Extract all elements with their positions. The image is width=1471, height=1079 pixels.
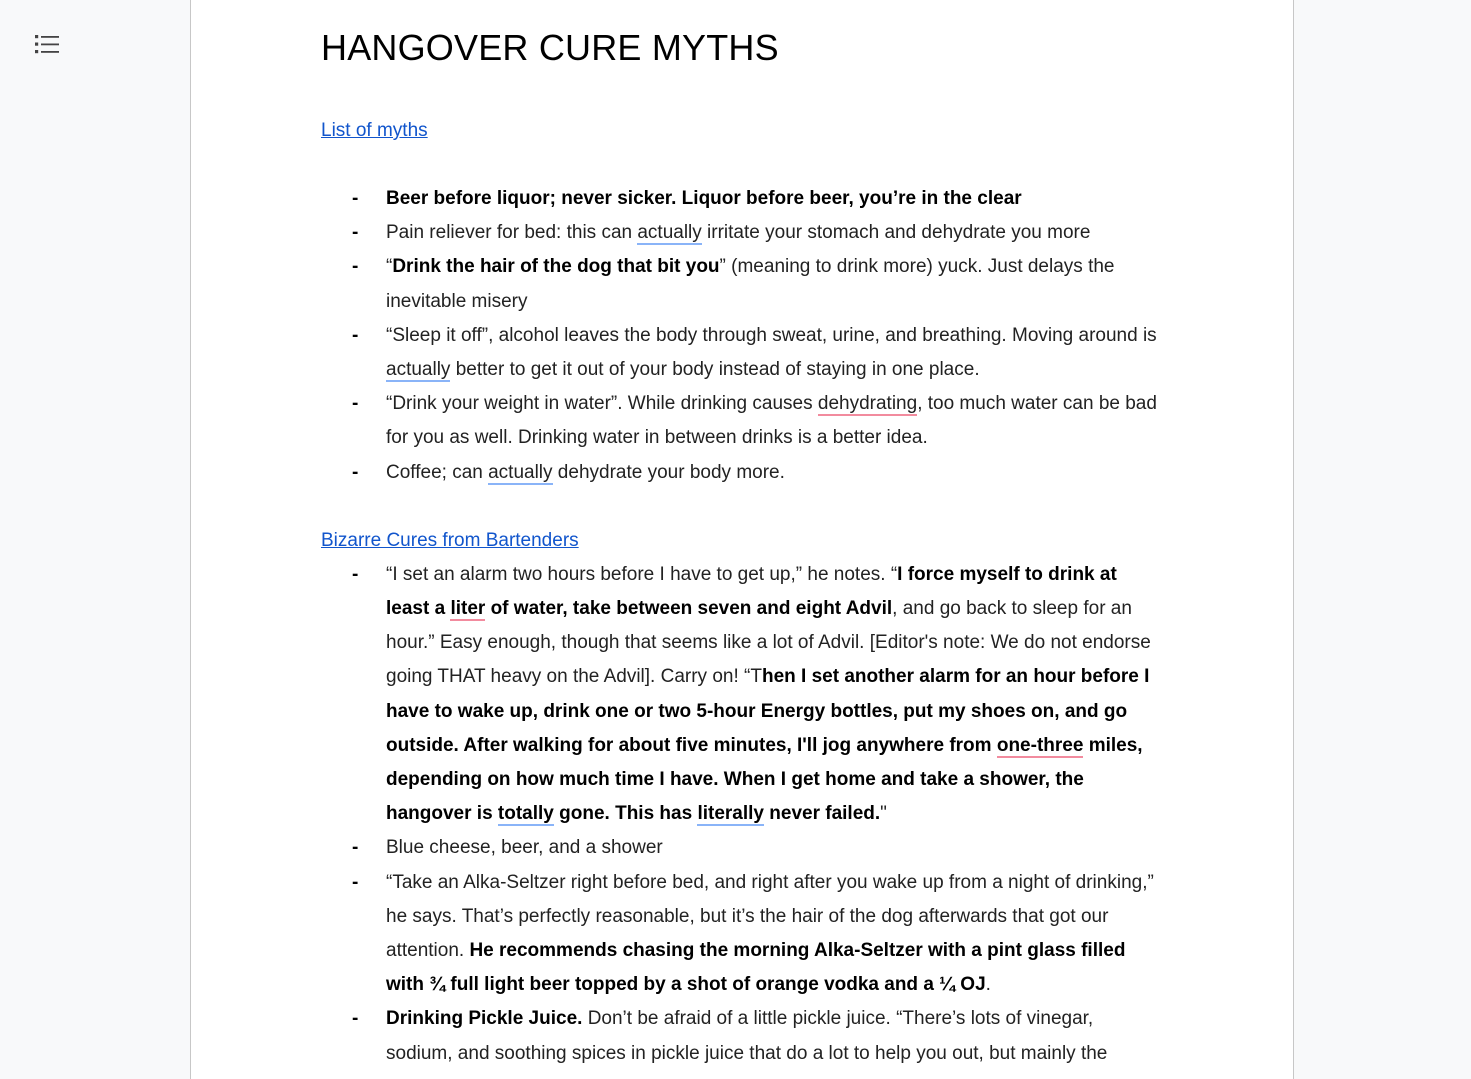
text-run: “Sleep it off”, alcohol leaves the body through sweat, urine, and breathing. Moving around is (386, 324, 1157, 346)
dash-bullet: - (352, 393, 359, 415)
dash-bullet: - (352, 188, 359, 209)
grammar-suggestion[interactable]: actually (637, 222, 702, 244)
dash-bullet: - (352, 871, 359, 893)
bold-text: of water, take between seven and eight Advil (485, 598, 893, 620)
grammar-suggestion[interactable]: literally (697, 803, 764, 825)
document-title[interactable]: HANGOVER CURE MYTHS (321, 27, 779, 68)
myths-list (321, 182, 1171, 490)
show-outline-button[interactable] (33, 32, 61, 56)
bold-text: never failed. (764, 803, 881, 825)
spelling-suggestion[interactable]: dehydrating (817, 393, 918, 415)
text-run: Coffee; can (386, 461, 489, 483)
text-run: “Drink your weight in water”. While drinking causes (386, 393, 818, 415)
grammar-suggestion[interactable]: actually (488, 461, 553, 483)
list-item[interactable] (321, 456, 1161, 490)
grammar-suggestion[interactable]: totally (497, 803, 554, 825)
text-run: “I set an alarm two hours before I have to get up,” he notes. “ (386, 563, 898, 585)
dash-bullet: - (352, 461, 359, 483)
list-item[interactable] (321, 831, 1161, 865)
spelling-suggestion[interactable]: one-three (996, 734, 1084, 756)
text-run: dehydrate your body more. (552, 461, 785, 483)
text-run: ” (meaning to drink more) yuck. Just delays the inevitable misery (386, 256, 1115, 312)
dash-bullet: - (352, 563, 359, 585)
bold-text: hen I set another alarm for an hour before I have to wake up, drink one or two 5-hour Energy bottles, put my shoes on, and go outside. After walking for about five minutes, I'll jog anywhere from (386, 666, 1150, 756)
bold-text: Drink the hair of the dog that bit you (392, 256, 720, 278)
text-run: better to get it out of your body instead of staying in one place. (450, 359, 980, 381)
dash-bullet: - (352, 324, 359, 346)
grammar-suggestion[interactable]: actually (386, 359, 451, 381)
list-item[interactable] (321, 216, 1161, 250)
list-item[interactable] (321, 182, 1161, 216)
text-run: " (880, 803, 887, 825)
list-item[interactable] (321, 387, 1161, 455)
list-item[interactable] (321, 866, 1161, 1003)
text-run: Blue cheese, beer, and a shower (386, 837, 663, 859)
list-item[interactable] (321, 250, 1161, 318)
text-run: “ (386, 256, 393, 278)
dash-bullet: - (352, 837, 359, 859)
text-run: , too much water can be bad for you as well. Drinking water in between drinks is a better idea. (386, 393, 1157, 449)
bold-text: miles, depending on how much time I have. When I get home and take a shower, the hangover is (386, 734, 1143, 825)
bold-text: Drinking Pickle Juice. (386, 1008, 583, 1030)
document-page[interactable] (190, 0, 1294, 1079)
list-item[interactable] (321, 1002, 1161, 1070)
list-of-myths-link[interactable]: List of myths (321, 120, 428, 141)
dash-bullet: - (352, 256, 359, 278)
cures-list (321, 558, 1171, 1071)
bold-text: He recommends chasing the morning Alka-Seltzer with a pint glass filled with ¾ full light beer topped by a shot of orange vodka and a ¼ OJ (386, 940, 1126, 996)
bold-text: I force myself to drink at least a (386, 563, 1117, 620)
text-run: Don’t be afraid of a little pickle juice. “There’s lots of vinegar, sodium, and soothing spices in pickle juice that do a lot to help you out, but mainly the (386, 1008, 1108, 1064)
document-body[interactable] (321, 22, 1171, 1071)
dash-bullet: - (352, 222, 359, 244)
dash-bullet: - (352, 1008, 359, 1030)
text-run: irritate your stomach and dehydrate you more (701, 222, 1091, 244)
bold-text: gone. This has (553, 803, 698, 825)
text-run: . (985, 974, 991, 996)
text-run: Pain reliever for bed: this can (386, 222, 638, 244)
bold-text: Beer before liquor; never sicker. Liquor before beer, you’re in the clear (386, 188, 1022, 209)
list-item[interactable] (321, 319, 1161, 387)
text-run: “Take an Alka-Seltzer right before bed, and right after you wake up from a night of drinking,” he says. That’s perfectly reasonable, but it’s the hair of the dog afterwards that got our attention. (386, 871, 1154, 962)
list-outline-icon (33, 32, 61, 56)
text-run: , and go back to sleep for an hour.” Easy enough, though that seems like a lot of Advil. [Editor's note: We do not endorse going THAT heavy on the Advil]. Carry on! “T (386, 598, 1151, 688)
spelling-suggestion[interactable]: liter (450, 598, 486, 620)
list-item[interactable] (321, 558, 1161, 832)
bizarre-cures-link[interactable]: Bizarre Cures from Bartenders (321, 529, 579, 551)
